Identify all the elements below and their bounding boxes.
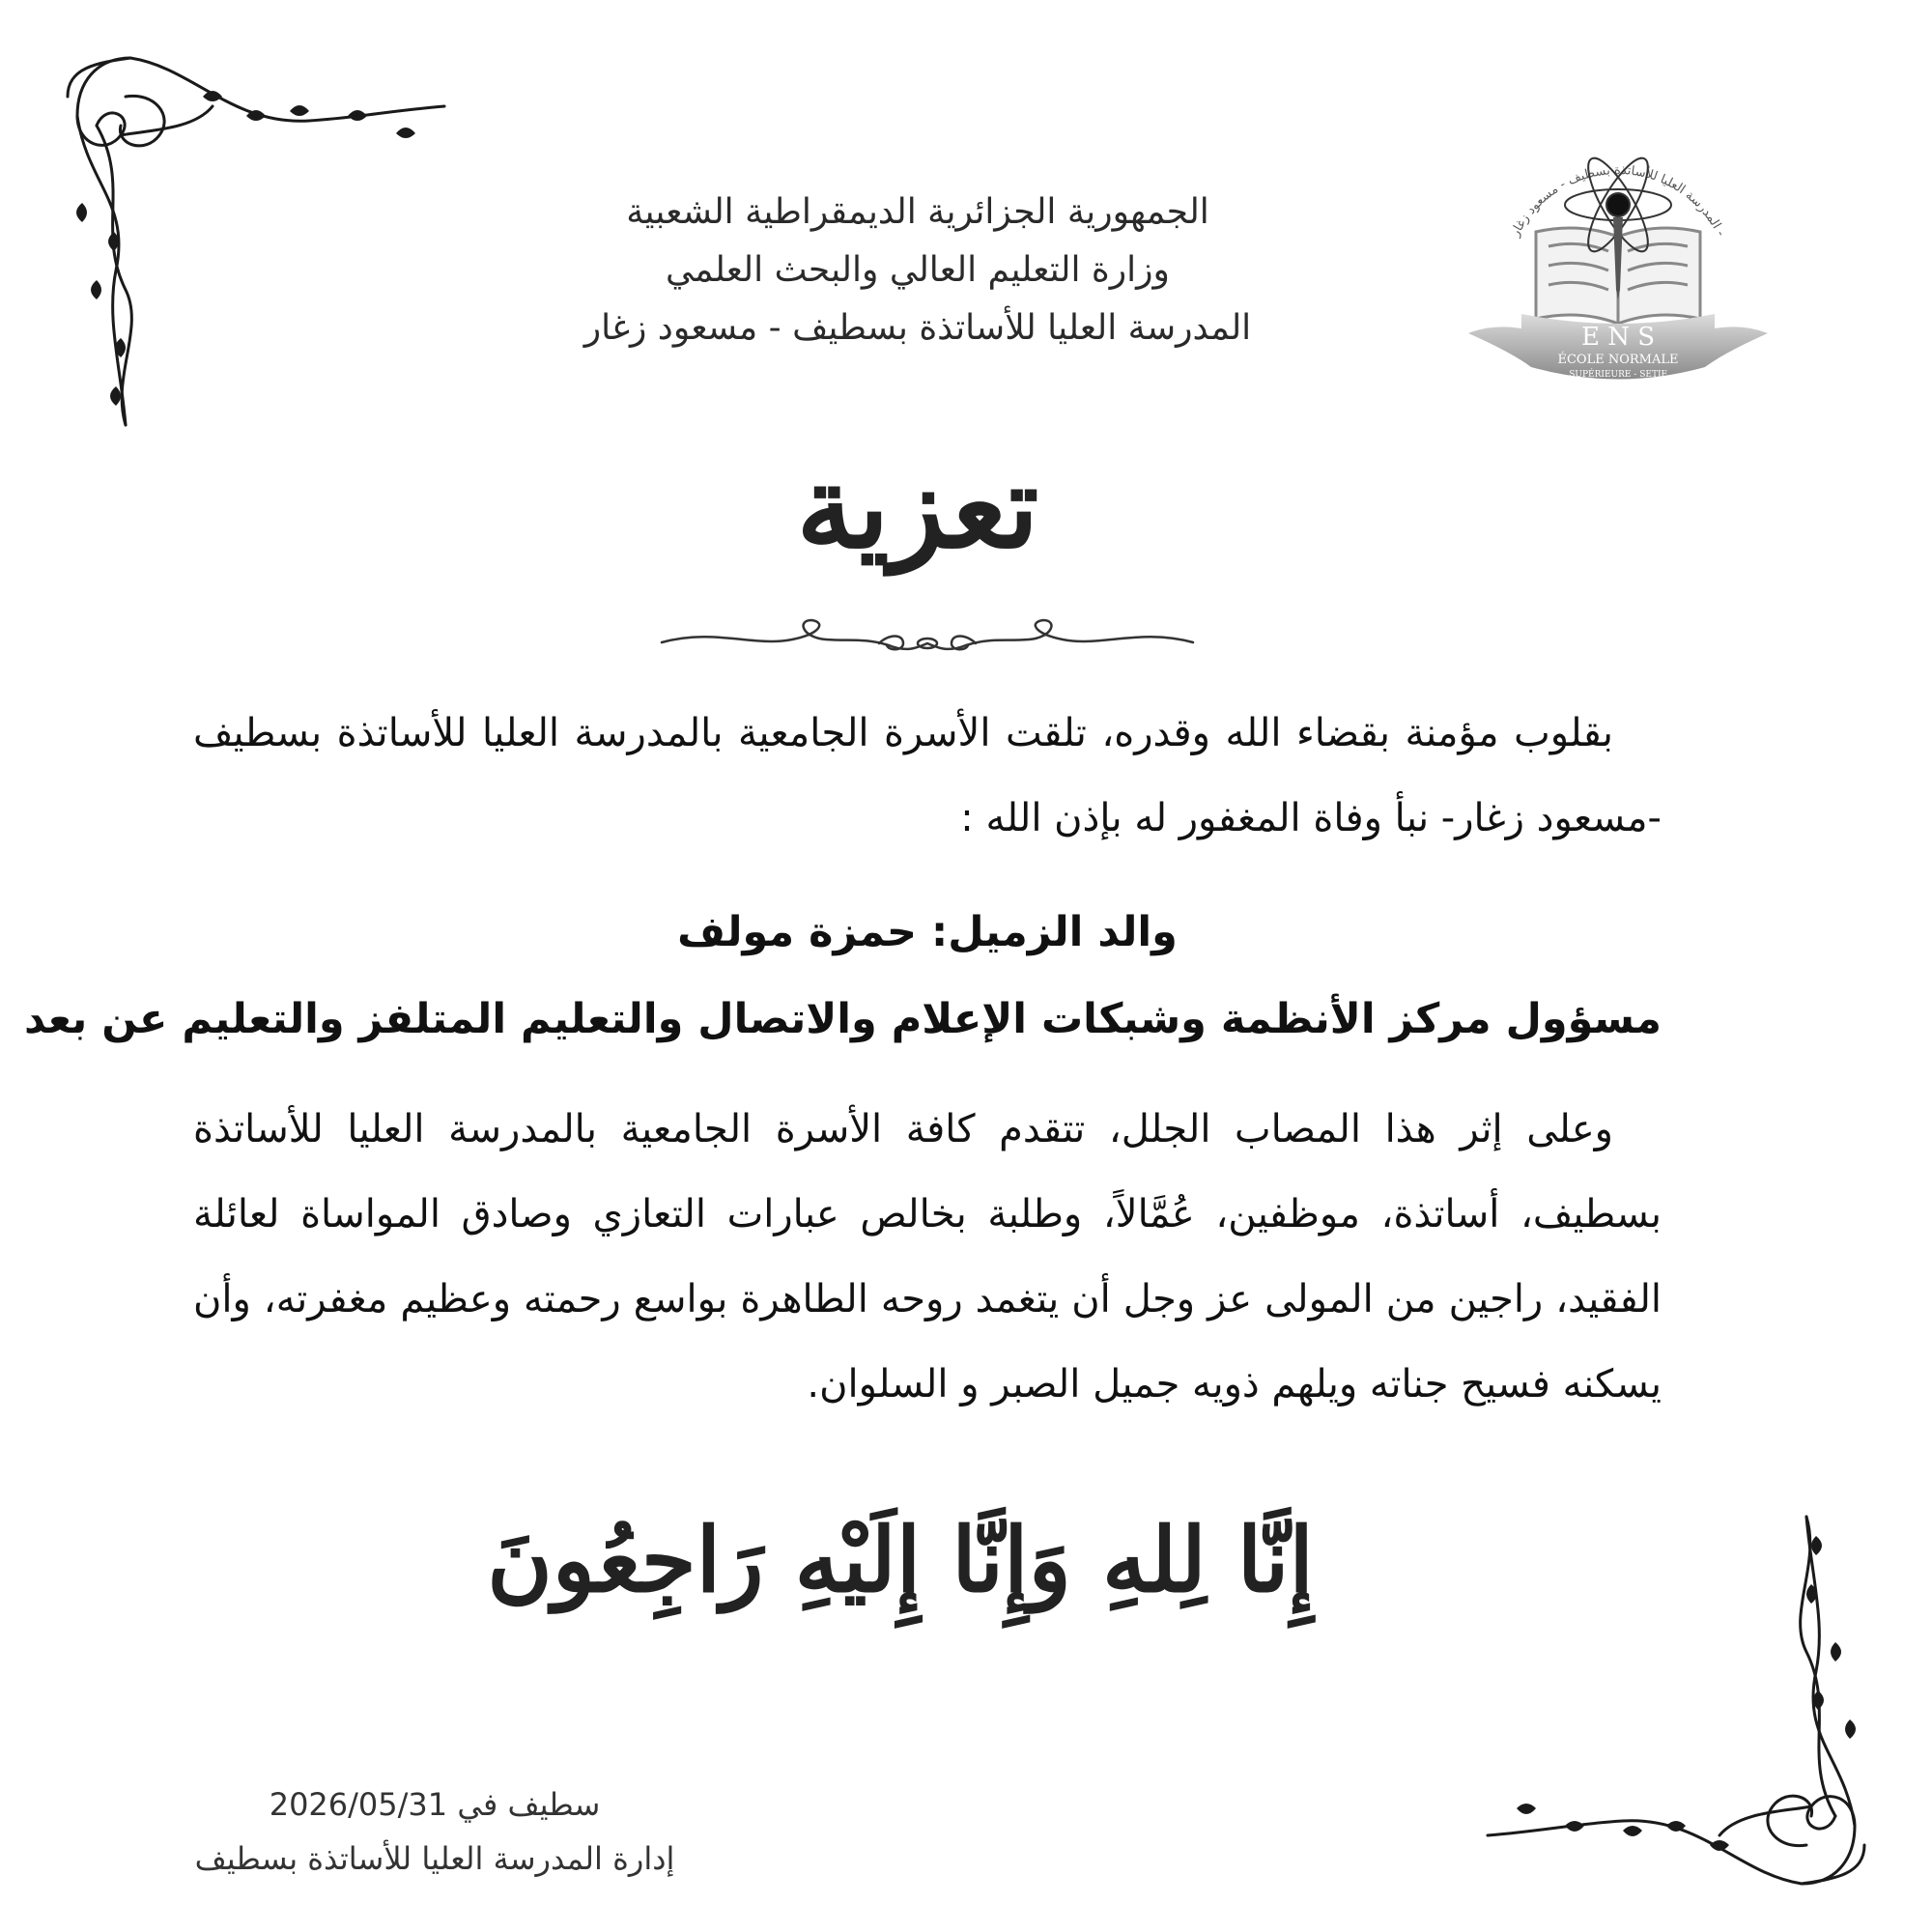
deceased-name: والد الزميل: حمزة مولف: [677, 908, 1178, 956]
logo-arc-text: المدرسة العليا للأساتذة بسطيف - مسعود زغار -: [1508, 163, 1728, 240]
place-date: سطيف في 2026/05/31: [269, 1786, 601, 1823]
logo-acronym: E N S: [1580, 323, 1656, 352]
condolence-paragraph: وعلى إثر هذا المصاب الجلل، تتقدم كافة الأسرة الجامعية بالمدرسة العليا للأساتذة بسطيف، أساتذة، موظفين، عُمَّالاً، وطلبة بخالص عبارات التعازي وصادق المواساة لعائلة الفقيد، راجين من المولى عز وجل أن يتغمد روحه الطاهرة بواسع رحمته وعظيم مغفرته، وأن يسكنه فسيح جناته ويلهم ذويه جميل الصبر و السلوان.: [193, 1107, 1662, 1406]
header-school: المدرسة العليا للأساتذة بسطيف - مسعود زغار: [583, 308, 1252, 348]
logo-name-line2: SUPÉRIEURE - SETIF: [1569, 370, 1667, 380]
corner-ornament-bottom-right: [1468, 1497, 1893, 1903]
quran-verse: إِنَّا لِلهِ وَإِنَّا إِلَيْهِ رَاجِعُونَ: [487, 1508, 1314, 1612]
signature-block: [145, 1777, 724, 1886]
signature-administration: إدارة المدرسة العليا للأساتذة بسطيف: [194, 1840, 675, 1877]
opening-paragraph: بقلوب مؤمنة بقضاء الله وقدره، تلقت الأسرة الجامعية بالمدرسة العليا للأساتذة بسطيف -مسعود زغار- نبأ وفاة المغفور له بإذن الله :: [193, 711, 1662, 840]
ens-setif-logo: [1463, 145, 1773, 406]
institution-header: [541, 184, 1294, 357]
header-country: الجمهورية الجزائرية الديمقراطية الشعبية: [626, 192, 1209, 232]
ornamental-divider: [657, 609, 1198, 667]
corner-ornament-top-left: [39, 39, 464, 444]
header-ministry: وزارة التعليم العالي والبحث العلمي: [666, 250, 1170, 290]
colleague-position: مسؤول مركز الأنظمة وشبكات الإعلام والاتصال والتعليم المتلفز والتعليم عن بعد: [24, 995, 1662, 1043]
logo-name-line1: ÉCOLE NORMALE: [1557, 353, 1679, 367]
page-title: تعزية: [796, 440, 1039, 574]
